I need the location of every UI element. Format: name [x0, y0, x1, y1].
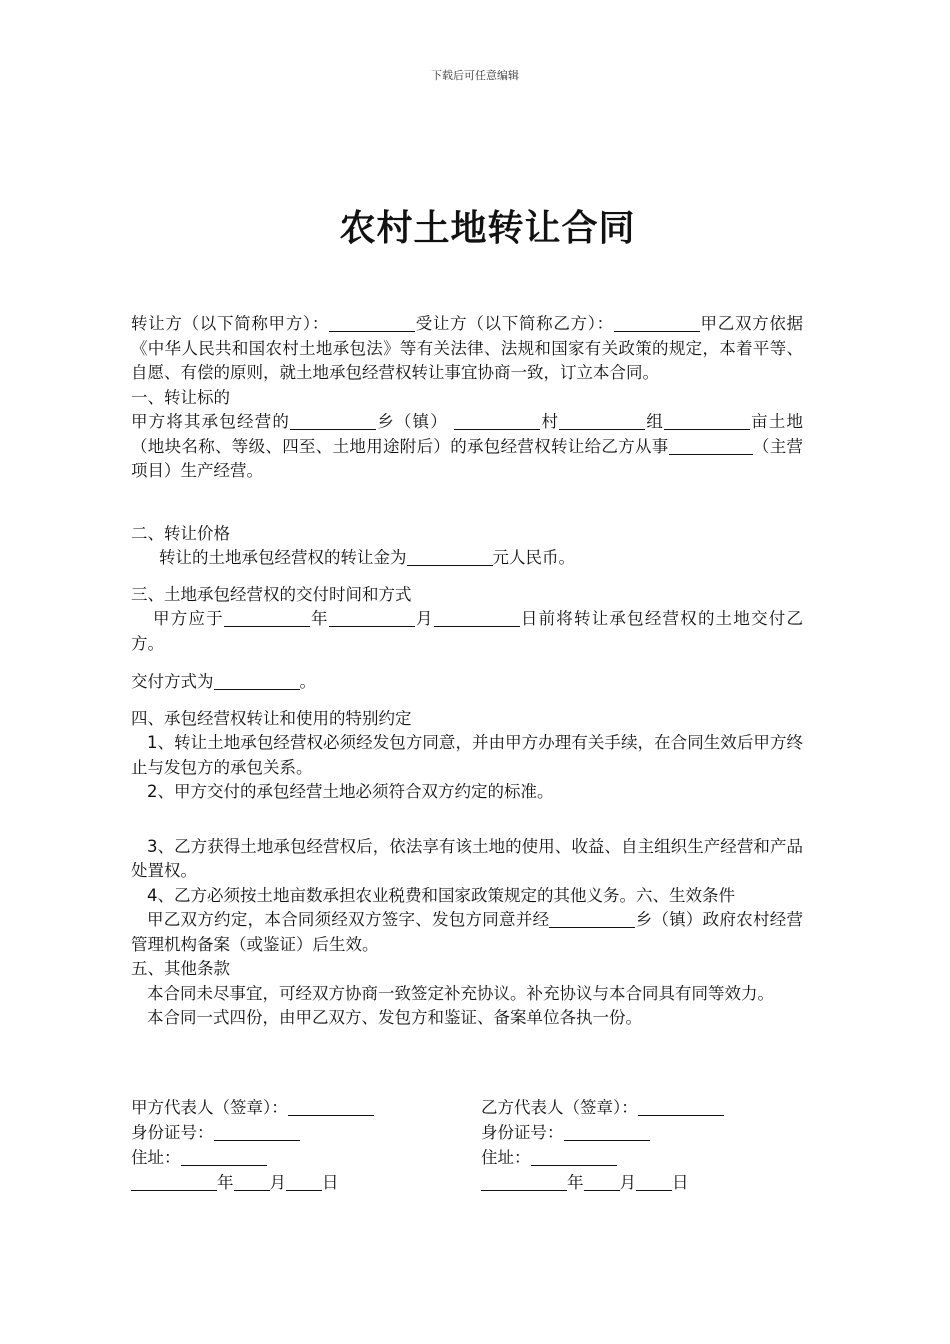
text: （主营项目）生产经营。 [131, 436, 804, 480]
section-4-item-4: 4、乙方必须按土地亩数承担农业税费和国家政策规定的其他义务。六、生效条件 [147, 885, 735, 905]
contract-body [131, 312, 803, 1031]
party-b-month-blank[interactable] [584, 1172, 620, 1191]
section-4-item-2: 2、甲方交付的承包经营土地必须符合双方约定的标准。 [147, 782, 554, 801]
text: 甲乙双方约定，本合同须经双方签字、发包方同意并经 [147, 910, 550, 929]
party-b-addr-blank[interactable] [531, 1147, 617, 1166]
section-3-heading: 三、土地承包经营权的交付时间和方式 [131, 584, 412, 604]
area-blank[interactable] [664, 411, 750, 430]
text: 甲方将其承包经营的 [131, 412, 291, 431]
label: 身份证号： [481, 1123, 564, 1142]
label: 乙方代表人（签章）： [481, 1098, 638, 1117]
delivery-method [131, 670, 803, 695]
text: 乡（镇） [376, 412, 448, 431]
deliver-year-blank[interactable] [224, 608, 310, 627]
label: 身份证号： [131, 1123, 214, 1142]
signature-row-date [131, 1170, 831, 1195]
signature-row-rep [131, 1095, 831, 1120]
section-5-heading: 五、其他条款 [131, 959, 230, 978]
section-3-text [131, 607, 803, 656]
deliver-month-blank[interactable] [329, 608, 415, 627]
party-a-addr-blank[interactable] [181, 1147, 267, 1166]
party-b-addr [481, 1145, 831, 1170]
party-a-rep-blank[interactable] [288, 1097, 374, 1116]
section-5-para-2: 本合同一式四份，由甲乙双方、发包方和鉴证、备案单位各执一份。 [147, 1008, 642, 1027]
section-4-item-1: 1、转让土地承包经营权必须经发包方同意，并由甲方办理有关手续，在合同生效后甲方终止与发包方的承包关系。 [131, 733, 803, 777]
group-blank[interactable] [559, 411, 645, 430]
business-blank-cont[interactable] [707, 436, 753, 455]
section-2-heading: 二、转让价格 [131, 523, 230, 543]
intro-paragraph [131, 312, 803, 386]
party-a-month-blank[interactable] [234, 1172, 270, 1191]
transferee-label: 受让方（以下简称乙方）： [415, 314, 614, 333]
party-a-date [131, 1170, 481, 1195]
text: 亩土地（地块名称、等级、四至、土地用途附后）的承包经营权转让给乙方从事 [131, 412, 804, 456]
party-a-day-blank[interactable] [286, 1172, 322, 1191]
label: 甲方代表人（签章）： [131, 1098, 288, 1117]
party-b-rep-blank[interactable] [638, 1097, 724, 1116]
party-b-id [481, 1120, 831, 1145]
text: 甲方应于 [153, 609, 224, 628]
header-note: 下载后可任意编辑 [431, 69, 519, 82]
label: 年 [217, 1173, 234, 1192]
text: 交付方式为 [131, 672, 214, 691]
signature-row-id [131, 1120, 831, 1145]
party-a-rep [131, 1095, 481, 1120]
section-2-text [131, 546, 803, 571]
party-a-id-blank[interactable] [214, 1122, 300, 1141]
text: 月 [414, 609, 434, 628]
label: 月 [269, 1173, 286, 1192]
text: 组 [645, 412, 665, 431]
intro-text-rest: 双方依据《中华人民共和国农村土地承包法》等有关法律、法规和国家有关政策的规定，本着平等、自愿、有偿的原则，就土地承包经营权转让事宜协商一致，订立本合同。 [131, 314, 804, 382]
township-filing-blank[interactable] [549, 909, 635, 928]
party-a-year-blank[interactable] [131, 1172, 217, 1191]
price-blank[interactable] [407, 547, 493, 566]
section-1-text [131, 410, 803, 484]
text: 村 [540, 412, 560, 431]
text: 。 [299, 672, 316, 691]
party-b-rep [481, 1095, 831, 1120]
party-b-day-blank[interactable] [636, 1172, 672, 1191]
label: 日 [672, 1173, 689, 1192]
party-b-year-blank[interactable] [481, 1172, 567, 1191]
transferee-blank[interactable] [614, 313, 700, 332]
text: 转让的土地承包经营权的转让金为 [159, 548, 407, 567]
label: 日 [322, 1173, 339, 1192]
business-blank[interactable] [669, 436, 707, 455]
deliver-day-blank[interactable] [434, 608, 520, 627]
section-4-heading: 四、承包经营权转让和使用的特别约定 [131, 708, 412, 728]
transferor-blank[interactable] [329, 313, 415, 332]
delivery-method-blank[interactable] [214, 671, 300, 690]
township-blank[interactable] [290, 411, 376, 430]
label: 月 [619, 1173, 636, 1192]
label: 住址： [131, 1148, 181, 1167]
intro-text: 甲乙 [699, 314, 735, 333]
text: 乡（镇）政府农村经营管理机构备案（或鉴证）后生效。 [131, 910, 804, 954]
text: 年 [309, 609, 329, 628]
village-blank[interactable] [454, 411, 540, 430]
label: 住址： [481, 1148, 531, 1167]
text: 日前将转让承包经营权的土地交付乙方。 [131, 609, 804, 653]
label: 年 [567, 1173, 584, 1192]
text: 元人民币。 [492, 548, 575, 567]
party-b-id-blank[interactable] [564, 1122, 650, 1141]
section-4-item-3: 3、乙方获得土地承包经营权后，依法享有该土地的使用、收益、自主组织生产经营和产品处置权。 [131, 836, 803, 880]
party-b-date [481, 1170, 831, 1195]
signature-row-addr [131, 1145, 831, 1170]
signature-block [131, 1095, 831, 1195]
effect-condition-text [131, 908, 803, 957]
section-1-heading: 一、转让标的 [131, 387, 230, 407]
document-title: 农村土地转让合同 [339, 207, 636, 249]
section-5-para-1: 本合同未尽事宜，可经双方协商一致签定补充协议。补充协议与本合同具有同等效力。 [147, 983, 774, 1003]
transferor-label: 转让方（以下简称甲方）： [131, 314, 330, 333]
party-a-id [131, 1120, 481, 1145]
party-a-addr [131, 1145, 481, 1170]
